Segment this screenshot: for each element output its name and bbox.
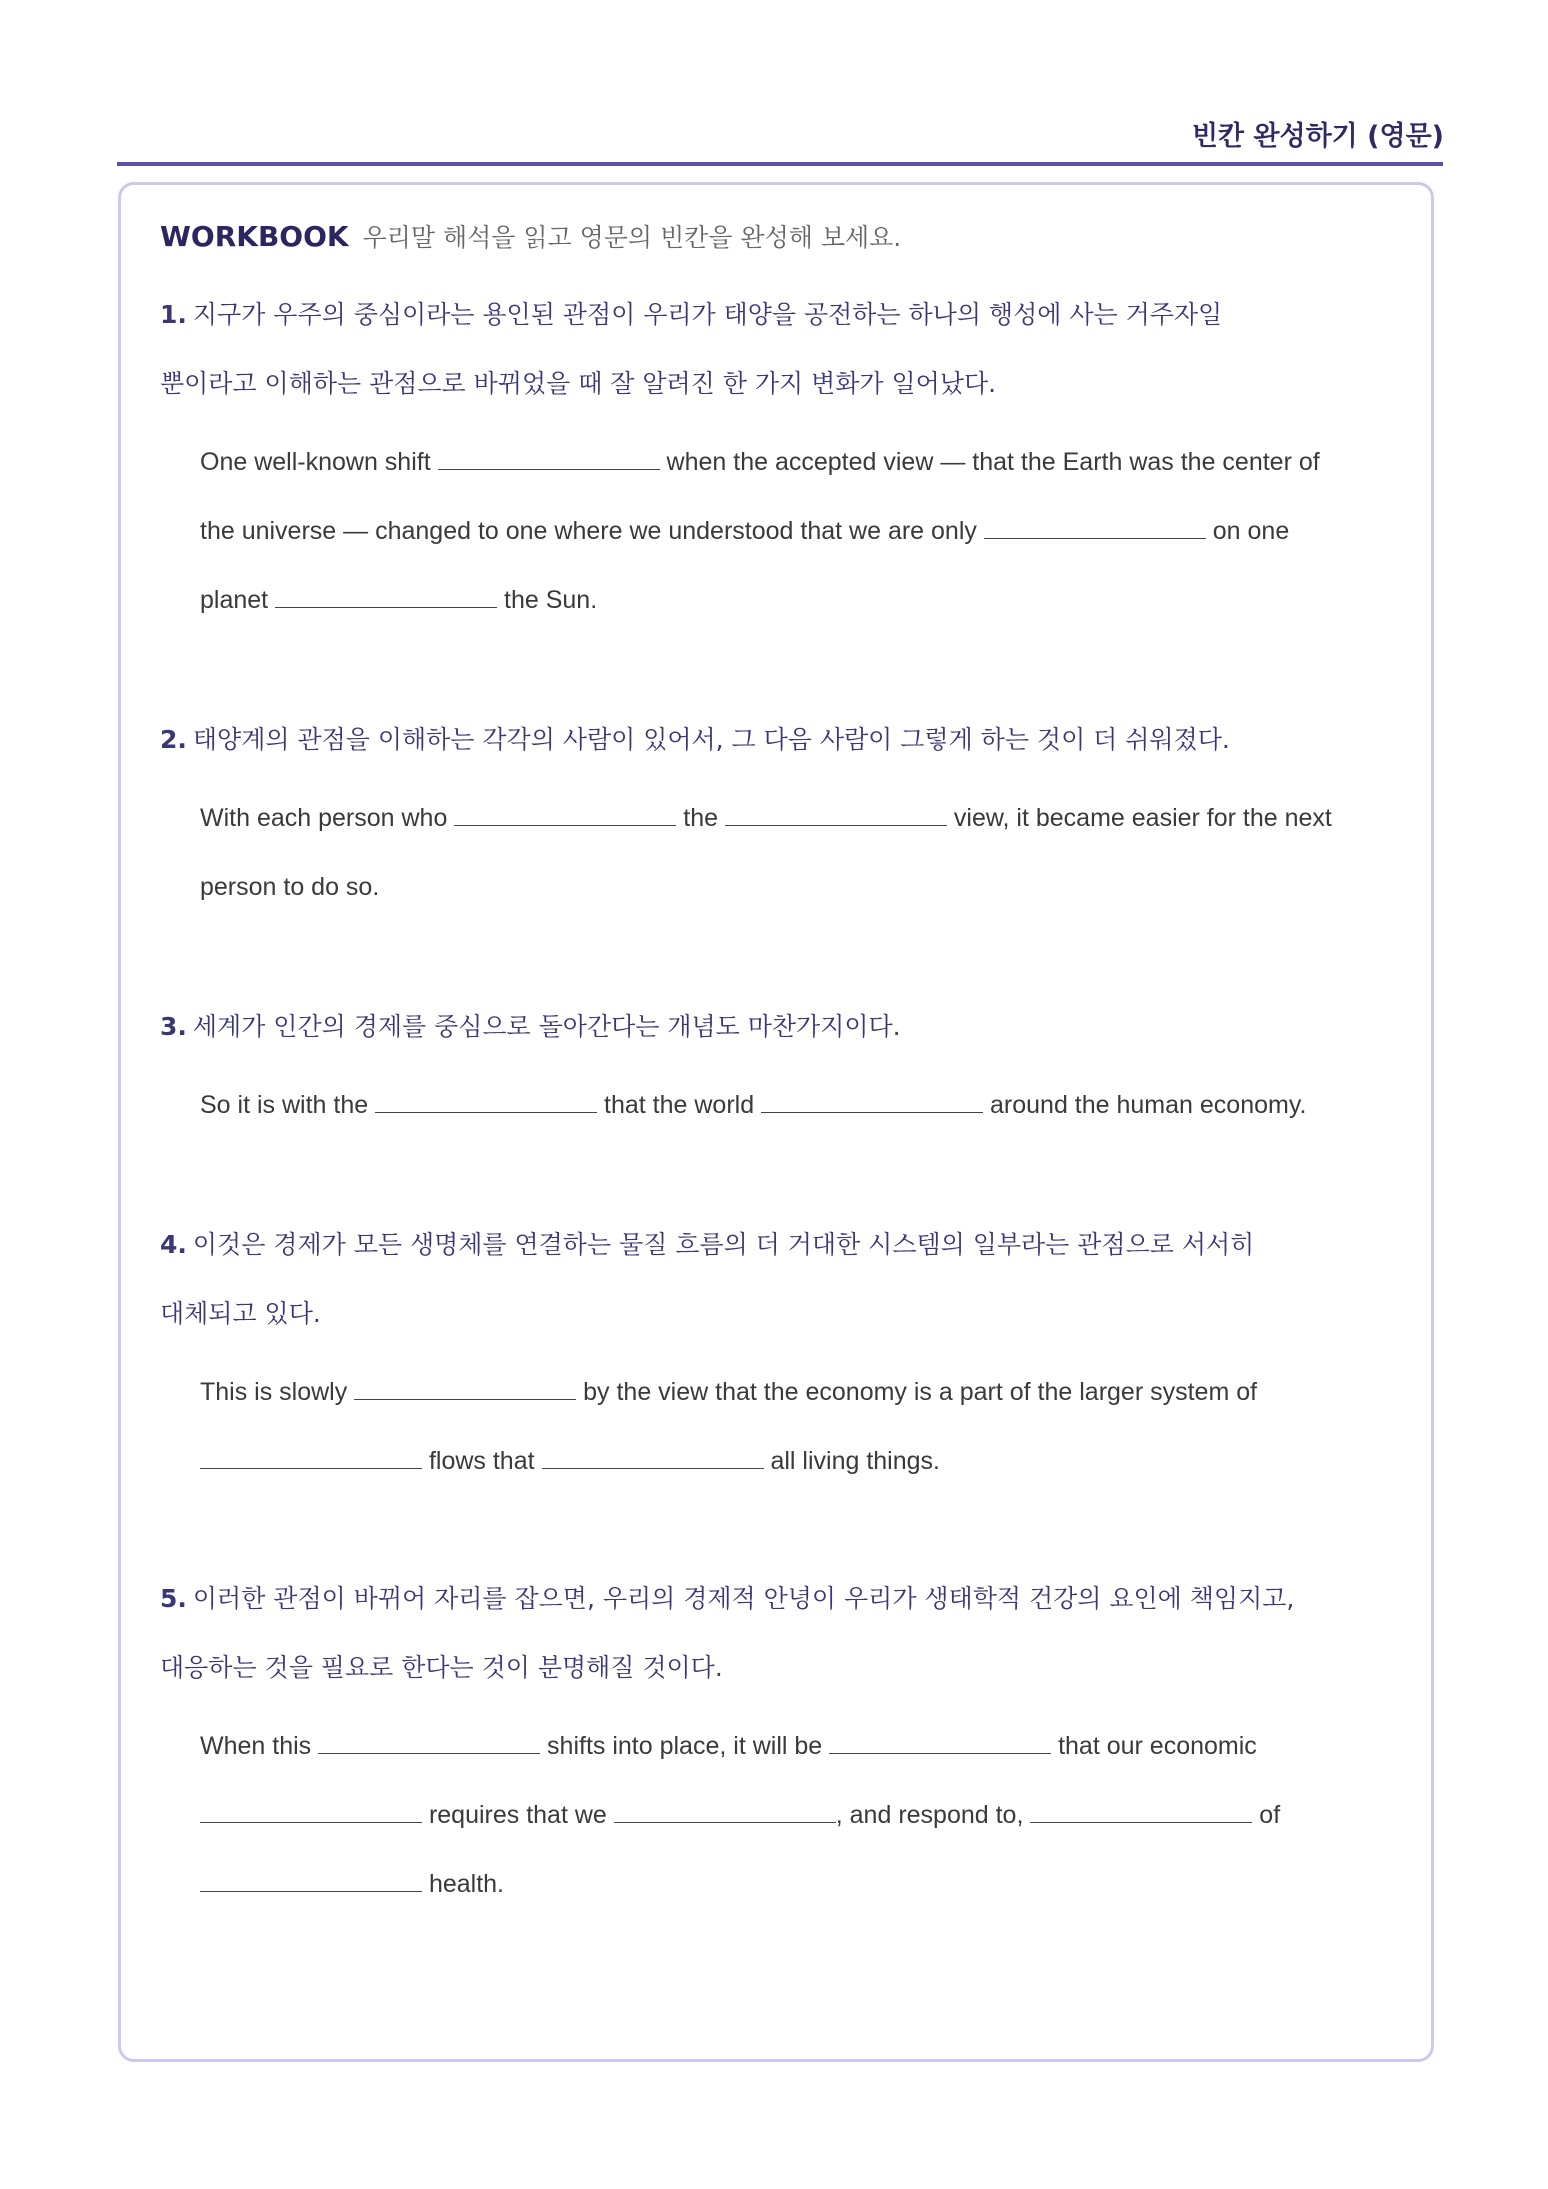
text-segment: that our economic [1051,1732,1257,1760]
text-segment: around the human economy. [983,1091,1307,1119]
instructions-text: 우리말 해석을 읽고 영문의 빈칸을 완성해 보세요. [362,223,902,252]
answer-blank[interactable] [375,1090,597,1113]
answer-blank[interactable] [200,1800,422,1823]
workbook-badge: WORKBOOK [160,220,349,253]
text-segment: When this [200,1732,319,1760]
item-2-korean-line-1: 태양계의 관점을 이해하는 각각의 사람이 있어서, 그 다음 사람이 그렇게 하는 것이 더 쉬워졌다. [192,725,1230,754]
item-1-korean-line-1: 지구가 우주의 중심이라는 용인된 관점이 우리가 태양을 공전하는 하나의 행성에 사는 거주자일 [192,300,1223,329]
text-segment: of [1252,1801,1281,1829]
item-5-korean-line-2: 대응하는 것을 필요로 한다는 것이 분명해질 것이다. [160,1653,723,1682]
text-segment: planet [200,586,276,614]
item-1-number: 1. [160,300,187,329]
item-5-number: 5. [160,1584,187,1613]
page-title: 빈칸 완성하기 (영문) [1191,121,1444,152]
header-divider [117,162,1443,166]
text-segment: , and respond to, [835,1801,1031,1829]
text-segment: One well-known shift [200,448,438,476]
text-segment: all living things. [763,1447,940,1475]
answer-blank[interactable] [614,1800,836,1823]
answer-blank[interactable] [354,1377,576,1400]
answer-blank[interactable] [318,1731,540,1754]
answer-blank[interactable] [200,1869,422,1892]
item-4-korean-line-2: 대체되고 있다. [160,1299,321,1328]
text-segment: view, it became easier for the next [946,804,1332,832]
answer-blank[interactable] [1030,1800,1252,1823]
answer-blank[interactable] [454,803,676,826]
item-4-korean [160,1210,1410,1348]
text-segment: So it is with the [200,1091,376,1119]
item-4-number: 4. [160,1230,187,1259]
item-1-korean-line-2: 뿐이라고 이해하는 관점으로 바뀌었을 때 잘 알려진 한 가지 변화가 일어났다. [160,369,997,398]
item-5-korean [160,1564,1410,1702]
text-segment: flows that [422,1447,542,1475]
item-2-english [200,784,1420,922]
text-segment: that the world [597,1091,762,1119]
item-1-english [200,428,1420,635]
text-segment: person to do so. [200,873,380,901]
item-1-korean [160,280,1410,418]
item-3-korean [160,992,1410,1061]
text-segment: the universe — changed to one where we understood that we are only [200,517,984,545]
text-segment: shifts into place, it will be [540,1732,830,1760]
answer-blank[interactable] [984,516,1206,539]
item-5-english [200,1712,1420,1919]
item-4-korean-line-1: 이것은 경제가 모든 생명체를 연결하는 물질 흐름의 더 거대한 시스템의 일부라는 관점으로 서서히 [192,1230,1255,1259]
text-segment: the [676,804,725,832]
item-3-korean-line-1: 세계가 인간의 경제를 중심으로 돌아간다는 개념도 마찬가지이다. [192,1012,901,1041]
item-5-korean-line-1: 이러한 관점이 바뀌어 자리를 잡으면, 우리의 경제적 안녕이 우리가 생태학적 건강의 요인에 책임지고, [192,1584,1295,1613]
text-segment: health. [422,1870,505,1898]
answer-blank[interactable] [438,447,660,470]
text-segment: when the accepted view — that the Earth was the center of [659,448,1320,476]
answer-blank[interactable] [829,1731,1051,1754]
answer-blank[interactable] [542,1446,764,1469]
text-segment: by the view that the economy is a part of the larger system of [576,1378,1258,1406]
answer-blank[interactable] [200,1446,422,1469]
text-segment: requires that we [422,1801,614,1829]
text-segment: This is slowly [200,1378,355,1406]
item-2-number: 2. [160,725,187,754]
answer-blank[interactable] [725,803,947,826]
text-segment: the Sun. [497,586,598,614]
text-segment: With each person who [200,804,455,832]
answer-blank[interactable] [275,585,497,608]
item-3-english [200,1071,1420,1140]
instructions-row [160,218,901,254]
item-3-number: 3. [160,1012,187,1041]
item-4-english [200,1358,1420,1496]
text-segment: on one [1205,517,1290,545]
item-2-korean [160,705,1410,774]
answer-blank[interactable] [761,1090,983,1113]
